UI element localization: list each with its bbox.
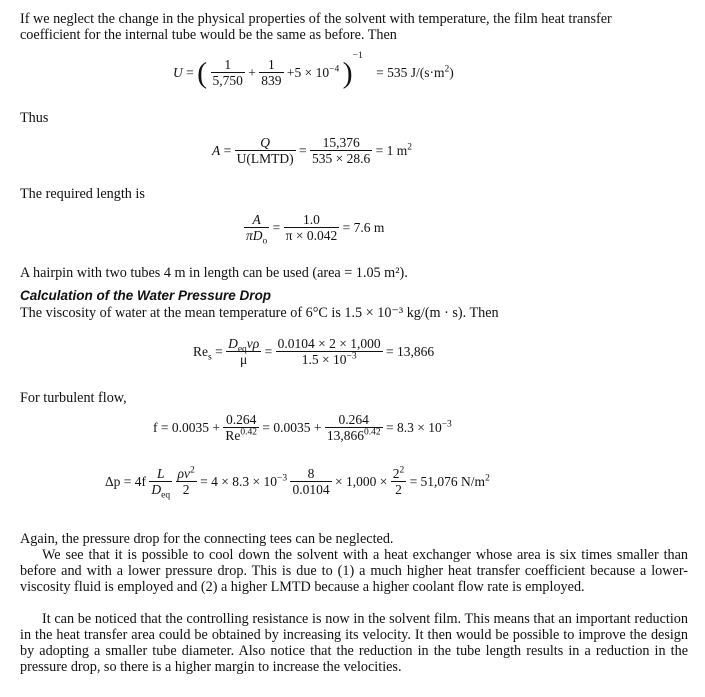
equation-area: A = $\frac{Q}{\text{U(LMTD)}}$ = $\frac{15,376}{535 \times 28.6}$ = 1 $m^2$ xyxy=(212,135,412,166)
equation-friction-factor: f = 0.0035 + $\frac{0.264}{Re^{0.42}}$ = 0.0035 + $\frac{0.264}{13,866^{0.42}}$ = $8.3 \times 10^{-3}$ xyxy=(153,412,452,443)
paragraph-conclusion-1: We see that it is possible to cool down the solvent with a heat exchanger whose area is six times smaller than before and with a lower pressure drop. This is due to (1) a much higher heat transfer coefficient because a lower-viscosity fluid is employed and (2) a higher LMTD because a higher coolant flow rate is employed. xyxy=(20,547,688,595)
paragraph-intro-line-2: coefficient for the internal tube would be the same as before. Then xyxy=(20,27,397,43)
text-turbulent-flow: For turbulent flow, xyxy=(20,390,127,406)
equation-pressure-drop: Δp = 4f $\frac{L}{D_{eq}}$ $\frac{\rho v^2}{2}$ = $4 \times 8.3 \times 10^{-3}$ $\frac{8}{0.0104}$ × 1,000 × $\frac{2^2}{2}$ = 51,076 $N/m^2$ xyxy=(105,465,490,501)
paragraph-intro-line-1: If we neglect the change in the physical properties of the solvent with temperature, the film heat transfer xyxy=(20,11,612,27)
text-thus: Thus xyxy=(20,110,49,126)
text-required-length: The required length is xyxy=(20,186,145,202)
text-viscosity: The viscosity of water at the mean temperature of 6°C is 1.5 × 10⁻³ kg/(m · s). Then xyxy=(20,305,499,321)
text-hairpin: A hairpin with two tubes 4 m in length can be used (area = 1.05 m²). xyxy=(20,265,408,281)
section-heading-water-pressure-drop: Calculation of the Water Pressure Drop xyxy=(20,288,272,303)
paragraph-conclusion-2: It can be noticed that the controlling resistance is now in the solvent film. This means that an important reduction in the heat transfer area could be obtained by increasing its velocity. It then would be possible to improve the design by adopting a smaller tube diameter. Also notice that the reduction in the tube length results in a reduction in the pressure drop, so there is a higher margin to increase the velocities. xyxy=(20,611,688,675)
equation-reynolds: $Re_s$ = $\frac{D_{eq}v\rho}{\mu}$ = $\frac{0.0104 \times 2 \times 1,000}{1.5 \times 10^{-3}}$ = 13,866 xyxy=(193,336,435,367)
equation-overall-coefficient: U = ( $\frac{1}{5,750}$ + $\frac{1}{839}$ $+5 \times 10^{-4}$ )$^{-1}$ = 535 $J/(s\cdot m^2)$ xyxy=(173,51,454,90)
equation-length: $\frac{A}{\pi D_o}$ = $\frac{1.0}{\pi \times 0.042}$ = 7.6 m xyxy=(246,212,385,247)
paragraph-again: Again, the pressure drop for the connecting tees can be neglected. xyxy=(20,531,394,547)
